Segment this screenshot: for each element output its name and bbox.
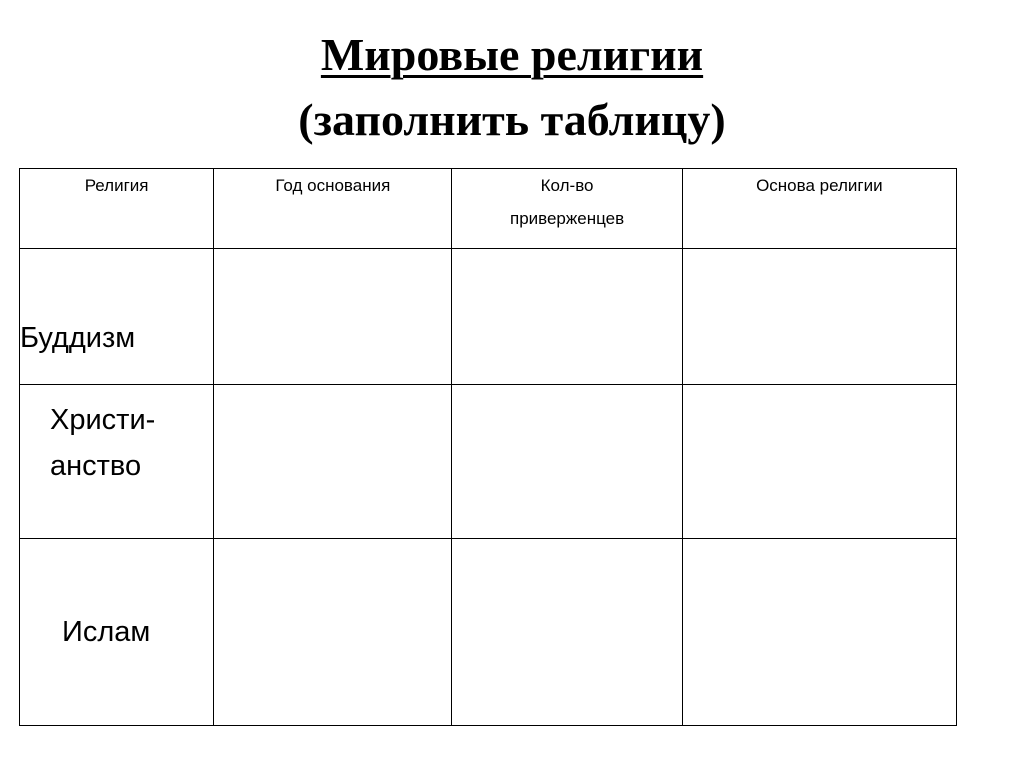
religion-basis-cell[interactable]: [682, 539, 956, 726]
followers-count-cell[interactable]: [452, 249, 682, 385]
header-religion-basis: Основа религии: [682, 169, 956, 249]
founding-year-cell[interactable]: [214, 249, 452, 385]
religion-basis-cell[interactable]: [682, 385, 956, 539]
header-religion: Религия: [20, 169, 214, 249]
founding-year-cell[interactable]: [214, 539, 452, 726]
religion-basis-cell[interactable]: [682, 249, 956, 385]
header-followers-count: Кол-во приверженцев: [452, 169, 682, 249]
title-line-main: [0, 22, 1024, 87]
title-text-main: Мировые религии: [320, 29, 704, 80]
table-row: [20, 249, 957, 385]
founding-year-cell[interactable]: [214, 385, 452, 539]
religion-label: Христи- анство: [20, 385, 214, 539]
religions-table: [19, 168, 957, 726]
table-row: [20, 539, 957, 726]
title-line-sub: (заполнить таблицу): [298, 94, 726, 145]
table-header-row: [20, 169, 957, 249]
followers-count-cell[interactable]: [452, 385, 682, 539]
header-founding-year: Год основания: [214, 169, 452, 249]
religion-label: Ислам: [20, 539, 214, 726]
religion-label: Буддизм: [20, 249, 214, 385]
table-row: [20, 385, 957, 539]
followers-count-cell[interactable]: [452, 539, 682, 726]
slide-title: [0, 22, 1024, 152]
